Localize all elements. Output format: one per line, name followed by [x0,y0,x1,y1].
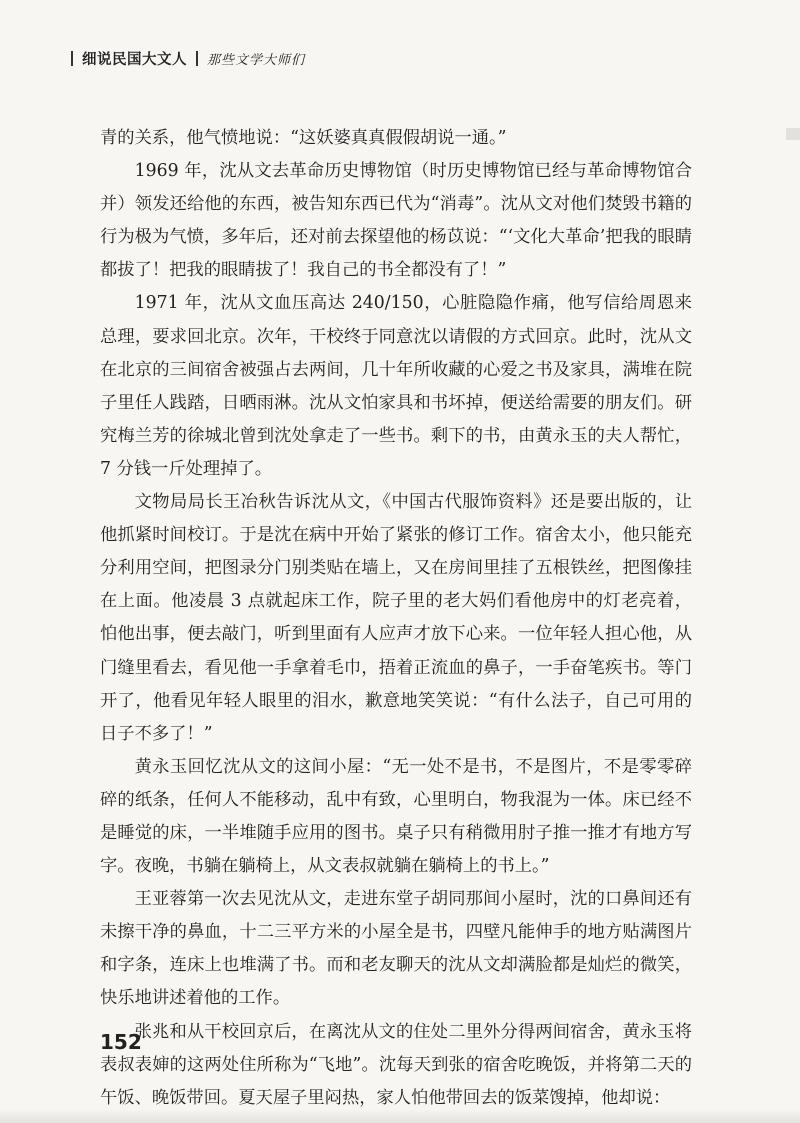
header-divider [71,51,73,66]
paragraph: 1969 年，沈从文去革命历史博物馆（时历史博物馆已经与革命博物馆合并）领发还给他的东西，被告知东西已代为“消毒”。沈从文对他们焚毁书籍的行为极为气愤，多年后，还对前去探望他的杨苡说：“‘文化大革命’把我的眼睛都拔了！把我的眼睛拔了！我自己的书全都没有了！” [100,161,692,281]
page-number: 152 [100,1030,142,1054]
page-edge-mark [786,128,800,140]
paragraph: 文物局局长王冶秋告诉沈从文，《中国古代服饰资料》还是要出版的，让他抓紧时间校订。于是沈在病中开始了紧张的修订工作。宿舍太小，他只能充分利用空间，把图录分门别类贴在墙上，又在房间里挂了五根铁丝，把图像挂在上面。他凌晨 3 点就起床工作，院子里的老大妈们看他房中的灯老亮着，怕他出事，便去敲门，听到里面有人应声才放下心来。一位年轻人担心他，从门缝里看去，看见他一手拿着毛巾，捂着正流血的鼻子，一手奋笔疾书。等门开了，他看见年轻人眼里的泪水，歉意地笑笑说：“有什么法子，自己可用的日子不多了！” [100,492,692,744]
paragraph: 张兆和从干校回京后，在离沈从文的住处二里外分得两间宿舍，黄永玉将表叔表婶的这两处住所称为“飞地”。沈每天到张的宿舍吃晚饭，并将第二天的午饭、晚饭带回。夏天屋子里闷热，家人怕他带回去的饭菜馊掉，他却说： [100,1021,692,1108]
paragraph: 青的关系，他气愤地说：“这妖婆真真假假胡说一通。” [100,128,507,148]
paragraph: 黄永玉回忆沈从文的这间小屋：“无一处不是书，不是图片，不是零零碎碎的纸条，任何人不能移动，乱中有致，心里明白，物我混为一体。床已经不是睡觉的床，一半堆随手应用的图书。桌子只有稍微用肘子推一推才有地方写字。夜晚，书躺在躺椅上，从文表叔就躺在躺椅上的书上。” [100,756,692,877]
paragraph: 王亚蓉第一次去见沈从文，走进东堂子胡同那间小屋时，沈的口鼻间还有未擦干净的鼻血，十二三平方米的小屋全是书，四壁凡能伸手的地方贴满图片和字条，连床上也堆满了书。而和老友聊天的沈从文却满脸都是灿烂的微笑，快乐地讲述着他的工作。 [100,889,692,1009]
page-bottom-edge [0,1109,800,1123]
paragraph: 1971 年，沈从文血压高达 240/150，心脏隐隐作痛，他写信给周恩来总理，要求回北京。次年，干校终于同意沈以请假的方式回京。此时，沈从文在北京的三间宿舍被强占去两间，几十年所收藏的心爱之书及家具，满堆在院子里任人践踏，日晒雨淋。沈从文怕家具和书坏掉，便送给需要的朋友们。研究梅兰芳的徐城北曾到沈处拿走了一些书。剩下的书，由黄永玉的夫人帮忙，7 分钱一斤处理掉了。 [100,293,692,479]
header-divider [196,51,198,66]
book-title: 细说民国大文人 [82,52,187,68]
body-text [100,122,692,1115]
chapter-title: 那些文学大师们 [207,53,306,68]
running-header [71,48,305,69]
